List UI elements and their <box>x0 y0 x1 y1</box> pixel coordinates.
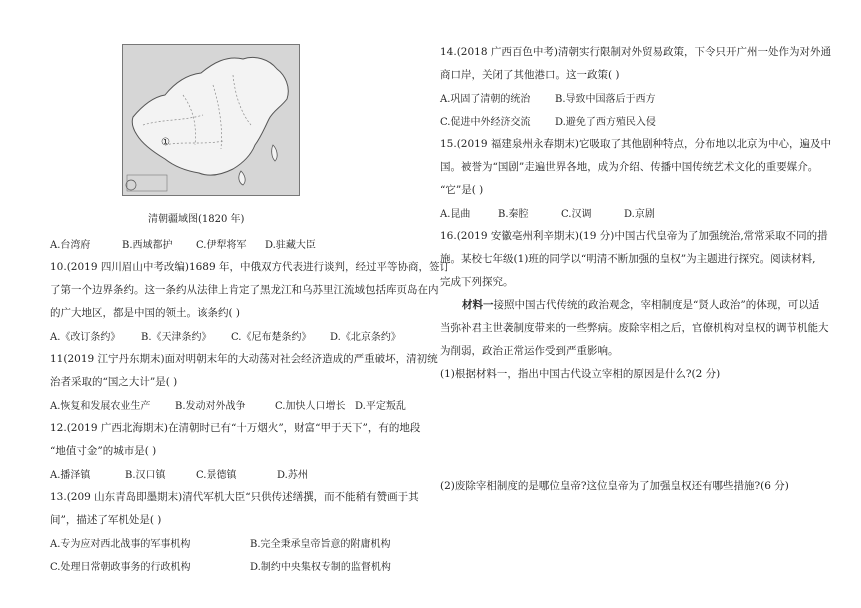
q11-option-c: C.加快人口增长 <box>275 401 346 412</box>
q11-line-1: 11(2019 江宁丹东期末)面对明朝末年的大动荡对社会经济造成的严重破坏，清初统 <box>50 353 438 365</box>
q10-line-3: 的广大地区，都是中国的领土。该条约( ) <box>50 307 241 319</box>
q11-line-2: 治者采取的“国之大计”是( ) <box>50 376 178 388</box>
q15-option-a: A.昆曲 <box>440 209 471 220</box>
q16-line-3: 完成下列探究。 <box>440 276 514 288</box>
q13-option-d: D.制约中央集权专制的监督机构 <box>250 562 391 573</box>
q12-option-b: B.汉口镇 <box>125 470 166 481</box>
q12-option-c: C.景德镇 <box>196 470 237 481</box>
q14-line-1: 14.(2018 广西百色中考)清朝实行限制对外贸易政策，下令只开广州一处作为对外通 <box>440 46 831 58</box>
q14-line-2: 商口岸，关闭了其他港口。这一政策( ) <box>440 69 620 81</box>
q10-line-1: 10.(2019 四川眉山中考改编)1689 年，中俄双方代表进行谈判，经过平等协商，签订 <box>50 261 451 273</box>
material-1-line-1 <box>462 297 819 312</box>
qing-territory-map <box>122 44 300 196</box>
q11-option-a: A.恢复和发展农业生产 <box>50 401 151 412</box>
q15-option-d: D.京剧 <box>624 209 655 220</box>
q16-line-1: 16.(2019 安徽亳州利辛期末)(19 分)中国古代皇帝为了加强统治,常常采取不同的措 <box>440 230 828 242</box>
map-marker: ① <box>161 137 170 148</box>
q15-line-3: “它”是( ) <box>440 184 484 196</box>
q10-option-a: A.《改订条约》 <box>50 332 121 343</box>
q14-option-d: D.避免了西方殖民入侵 <box>555 117 656 128</box>
q9-option-a: A.台湾府 <box>50 240 91 251</box>
q11-option-b: B.发动对外战争 <box>175 401 246 412</box>
q9-option-b: B.西域都护 <box>122 240 173 251</box>
q13-option-c: C.处理日常朝政事务的行政机构 <box>50 562 191 573</box>
q13-line-1: 13.(209 山东青岛即墨期末)清代军机大臣“只供传述缮撰，而不能稍有赞画于其 <box>50 491 419 503</box>
q10-option-c: C.《尼布楚条约》 <box>231 332 312 343</box>
q10-option-b: B.《天津条约》 <box>141 332 212 343</box>
q13-option-a: A.专为应对西北战事的军事机构 <box>50 539 191 550</box>
q13-line-2: 间”，描述了军机处是( ) <box>50 514 162 526</box>
q15-line-2: 国。被誉为“国剧”走遍世界各地，成为介绍、传播中国传统艺术文化的重要媒介。 <box>440 161 819 173</box>
material-1-text: 接照中国古代传统的政治观念，宰相制度是“贤人政治”的体现，可以适 <box>493 299 820 311</box>
material-1-label: 材料一 <box>462 299 494 311</box>
q12-line-2: “地值寸金”的城市是( ) <box>50 445 157 457</box>
q11-option-d: D.平定叛乱 <box>355 401 406 412</box>
q14-option-b: B.导致中国落后于西方 <box>555 94 656 105</box>
q16-line-2: 施。某校七年级(1)班的同学以“明清不断加强的皇权”为主题进行探究。阅读材料, <box>440 253 816 265</box>
q15-line-1: 15.(2019 福建泉州永春期末)它吸取了其他剧种特点，分布地以北京为中心，遍及中 <box>440 138 831 150</box>
material-1-line-3: 为削弱，政治正常运作受到严重影响。 <box>440 345 619 357</box>
q10-line-2: 了第一个边界条约。这一条约从法律上肯定了黑龙江和乌苏里江流域包括库页岛在内 <box>50 284 439 296</box>
q15-option-c: C.汉调 <box>561 209 592 220</box>
q14-option-c: C.促进中外经济交流 <box>440 117 531 128</box>
map-drawing <box>123 45 299 195</box>
q13-option-b: B.完全秉承皇帝旨意的附庸机构 <box>250 539 391 550</box>
q12-option-d: D.苏州 <box>277 470 308 481</box>
q15-option-b: B.秦腔 <box>498 209 529 220</box>
q14-option-a: A.巩固了清朝的统治 <box>440 94 531 105</box>
q12-line-1: 12.(2019 广西北海期末)在清朝时已有“十万烟火”，财富“甲于天下”，有的地段 <box>50 422 421 434</box>
q16-sub-question-2: (2)废除宰相制度的是哪位皇帝?这位皇帝为了加强皇权还有哪些措施?(6 分) <box>440 480 789 492</box>
q12-option-a: A.播泽镇 <box>50 470 91 481</box>
material-1-line-2: 当弥补君主世袭制度带来的一些弊病。废除宰相之后，官僚机构对皇权的调节机能大 <box>440 322 829 334</box>
q9-option-c: C.伊犁将军 <box>196 240 247 251</box>
q9-option-d: D.驻藏大臣 <box>265 240 316 251</box>
map-caption: 清朝疆域图(1820 年) <box>148 214 245 225</box>
q16-sub-question-1: (1)根据材料一，指出中国古代设立宰相的原因是什么?(2 分) <box>440 368 721 380</box>
q10-option-d: D.《北京条约》 <box>330 332 401 343</box>
